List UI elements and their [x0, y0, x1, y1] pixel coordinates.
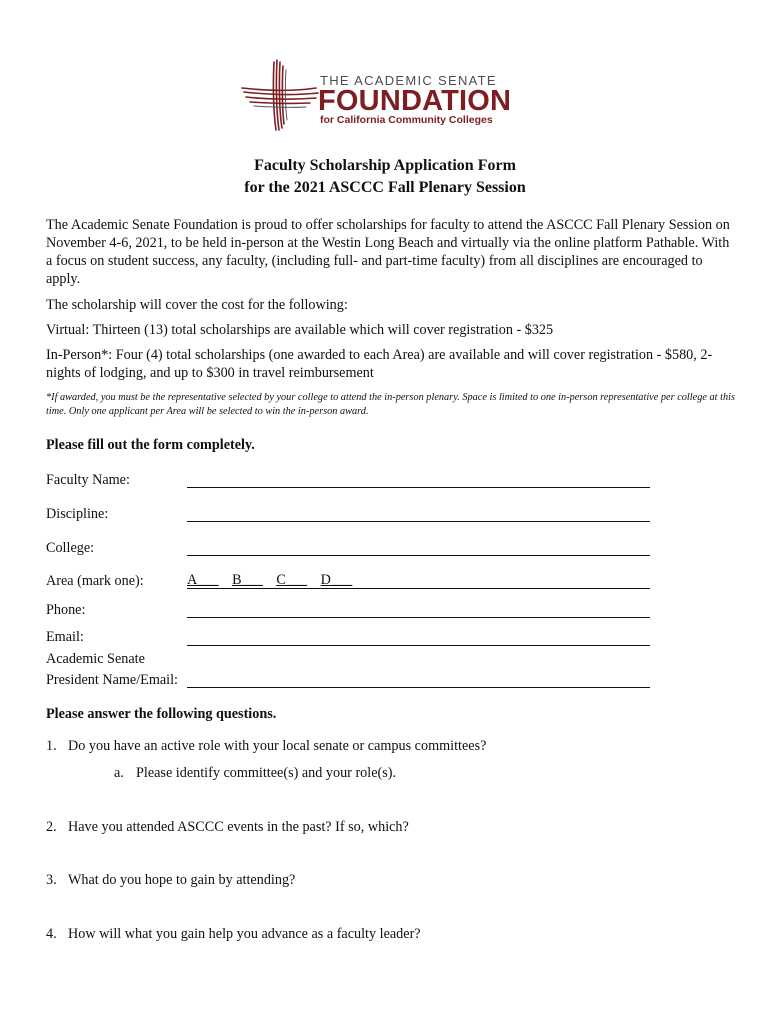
in-person-scholarship-text: In-Person*: Four (4) total scholarships (one awarded to each Area) are available and will cover registration - $580, 2-nights of lodging, and up to $300 in travel reimbursement [46, 347, 713, 381]
form-heading: Please fill out the form completely. [46, 437, 255, 453]
question-3 [46, 872, 295, 889]
question-2 [46, 819, 409, 836]
question-1a-letter: a. [114, 765, 124, 781]
form-title: Faculty Scholarship Application Form [254, 157, 516, 174]
president-field[interactable] [187, 687, 650, 688]
foundation-logo-icon [240, 58, 320, 134]
phone-field[interactable] [187, 617, 650, 618]
question-1-number: 1. [46, 738, 57, 754]
area-label: Area (mark one): [46, 573, 144, 589]
president-label-line1: Academic Senate [46, 651, 145, 667]
question-4-number: 4. [46, 926, 57, 942]
form-subtitle: for the 2021 ASCCC Fall Plenary Session [244, 179, 526, 196]
questions-heading: Please answer the following questions. [46, 706, 277, 722]
question-3-number: 3. [46, 872, 57, 888]
president-label-line2: President Name/Email: [46, 672, 178, 688]
question-4-text: How will what you gain help you advance as a faculty leader? [68, 926, 421, 942]
college-label: College: [46, 540, 95, 556]
faculty-name-field[interactable] [187, 487, 650, 488]
coverage-text: The scholarship will cover the cost for the following: [46, 297, 348, 313]
virtual-scholarship-text: Virtual: Thirteen (13) total scholarships are available which will cover registration - $325 [46, 322, 554, 338]
email-label: Email: [46, 629, 84, 645]
discipline-label: Discipline: [46, 506, 109, 522]
phone-label: Phone: [46, 602, 86, 618]
logo-title-line: THE ACADEMIC SENATE [320, 73, 497, 88]
question-4 [46, 926, 421, 943]
question-3-text: What do you hope to gain by attending? [68, 872, 296, 888]
area-option-b[interactable]: B___ [232, 572, 263, 588]
intro-paragraph: The Academic Senate Foundation is proud to offer scholarships for faculty to attend the ASCCC Fall Plenary Session on November 4-6, 2021, to be held in-person at the Westin Long Beach and virtually via the online platform Pathable. With a focus on student success, any faculty, (including full- and part-time faculty) from all disciplines are encouraged to apply. [46, 217, 730, 287]
area-option-d[interactable]: D___ [320, 572, 353, 588]
question-1-text: Do you have an active role with your local senate or campus committees? [68, 738, 487, 754]
footnote: *If awarded, you must be the representative selected by your college to attend the in-person plenary. Space is limited to one in-person representative per college at this time. Only one applicant per Area will be selected to win the in-person award. [46, 392, 735, 417]
question-2-number: 2. [46, 819, 57, 835]
foundation-logo [240, 58, 520, 134]
college-field[interactable] [187, 555, 650, 556]
logo-foundation-word: FOUNDATION [318, 85, 512, 117]
area-options [187, 572, 362, 589]
logo-subtitle: for California Community Colleges [320, 114, 493, 126]
question-1a-text: Please identify committee(s) and your role(s). [136, 765, 397, 781]
discipline-field[interactable] [187, 521, 650, 522]
question-1a [114, 765, 396, 782]
faculty-name-label: Faculty Name: [46, 472, 130, 488]
area-option-a[interactable]: A___ [187, 572, 219, 588]
question-2-text: Have you attended ASCCC events in the past? If so, which? [68, 819, 409, 835]
area-option-c[interactable]: C___ [276, 572, 308, 588]
email-field[interactable] [187, 645, 650, 646]
question-1 [46, 738, 486, 755]
